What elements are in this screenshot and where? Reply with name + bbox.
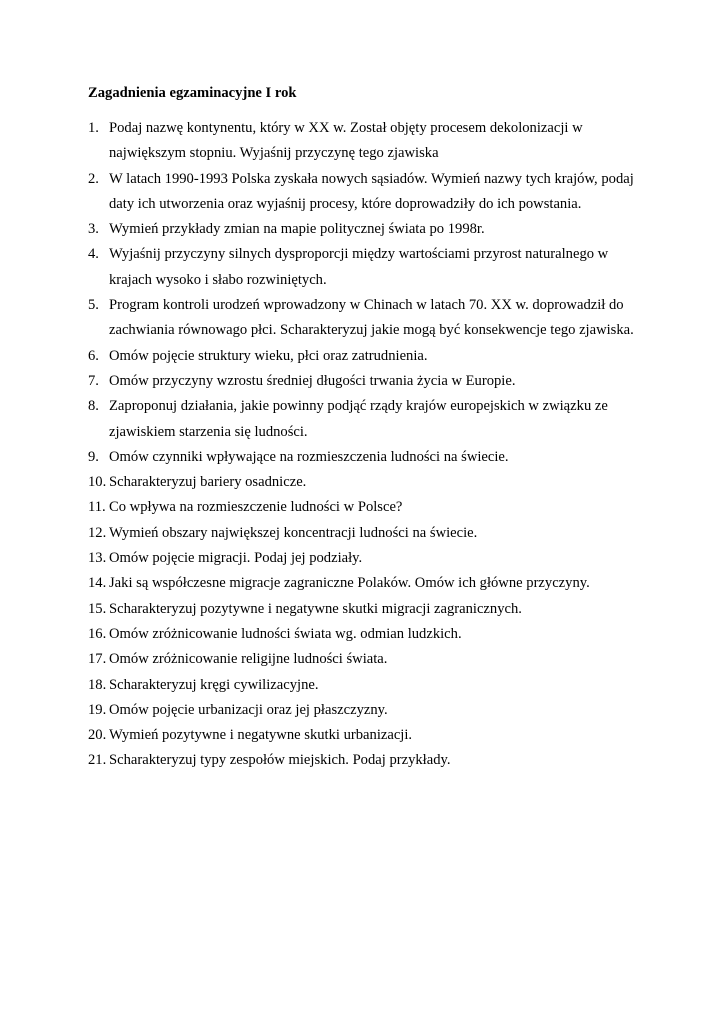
question-text-line: Scharakteryzuj kręgi cywilizacyjne. [109,676,319,693]
question-text-line: Scharakteryzuj typy zespołów miejskich. Podaj przykłady. [109,752,451,769]
exam-question-item [88,723,648,748]
question-text [109,470,648,495]
question-text [109,521,648,546]
question-text-line: W latach 1990-1993 Polska zyskała nowych sąsiadów. Wymień nazwy tych krajów, podaj [109,170,634,187]
question-text-line: Scharakteryzuj pozytywne i negatywne skutki migracji zagranicznych. [109,600,522,617]
exam-question-item [88,369,648,394]
exam-question-item [88,217,648,242]
exam-question-item [88,647,648,672]
exam-question-item [88,748,648,773]
exam-question-item [88,597,648,622]
question-number: 13. [88,550,107,567]
question-number: 20. [88,727,107,744]
question-text-line: Wymień obszary największej koncentracji ludności na świecie. [109,524,478,541]
question-number: 9. [88,448,99,465]
question-text-line: krajach wysoko i słabo rozwiniętych. [109,271,327,288]
question-text [109,723,648,748]
question-text-line: Program kontroli urodzeń wprowadzony w Chinach w latach 70. XX w. doprowadził do [109,297,624,314]
exam-question-item [88,622,648,647]
question-text [109,344,648,369]
question-number: 11. [88,499,106,516]
question-number: 21. [88,752,107,769]
exam-question-item [88,242,648,293]
question-number: 1. [88,120,99,136]
question-text-line: Omów pojęcie urbanizacji oraz jej płaszczyzny. [109,701,388,718]
question-text-line: Podaj nazwę kontynentu, który w XX w. Został objęty procesem dekolonizacji w [109,120,583,136]
exam-question-item [88,293,648,344]
exam-question-item [88,673,648,698]
question-text-line: Omów zróżnicowanie ludności świata wg. odmian ludzkich. [109,625,462,642]
question-text-line: Omów pojęcie struktury wieku, płci oraz zatrudnienia. [109,347,428,364]
question-text [109,546,648,571]
question-text [109,242,648,293]
exam-question-item [88,116,648,167]
exam-question-item [88,394,648,445]
document-title: Zagadnienia egzaminacyjne I rok [88,85,297,101]
question-text [109,597,648,622]
exam-question-item [88,445,648,470]
question-number: 4. [88,246,99,263]
question-text [109,495,648,520]
question-text-line: zachwiania równowago płci. Scharakteryzuj jakie mogą być konsekwencje tego zjawiska. [109,322,634,339]
question-text-line: Omów zróżnicowanie religijne ludności świata. [109,651,388,668]
question-text [109,622,648,647]
question-number: 18. [88,676,107,693]
question-text [109,394,648,445]
question-text-line: Wymień pozytywne i negatywne skutki urbanizacji. [109,727,413,744]
exam-question-item [88,571,648,596]
exam-question-list [88,116,648,774]
question-text-line: zjawiskiem starzenia się ludności. [109,423,308,440]
question-text [109,698,648,723]
question-text-line: Wymień przykłady zmian na mapie politycznej świata po 1998r. [109,221,485,238]
question-text-line: Wyjaśnij przyczyny silnych dysproporcji między wartościami przyrost naturalnego w [109,246,609,263]
question-number: 3. [88,221,99,238]
question-text [109,217,648,242]
question-number: 5. [88,297,99,314]
question-text [109,293,648,344]
question-number: 8. [88,398,99,415]
question-text [109,647,648,672]
question-number: 12. [88,524,107,541]
question-text [109,748,648,773]
question-number: 16. [88,625,107,642]
question-text [109,116,648,167]
question-number: 10. [88,474,107,491]
question-text-line: Omów przyczyny wzrostu średniej długości trwania życia w Europie. [109,372,516,389]
question-text-line: daty ich utworzenia oraz wyjaśnij procesy, które doprowadziły do ich powstania. [109,195,582,212]
question-text [109,673,648,698]
exam-question-item [88,470,648,495]
question-number: 15. [88,600,107,617]
exam-question-item [88,167,648,218]
question-text [109,571,648,596]
question-text [109,445,648,470]
question-text-line: Co wpływa na rozmieszczenie ludności w Polsce? [109,499,403,516]
question-text-line: Omów pojęcie migracji. Podaj jej podziały. [109,550,363,567]
question-text-line: Jaki są współczesne migracje zagraniczne Polaków. Omów ich główne przyczyny. [109,575,590,592]
question-text-line: największym stopniu. Wyjaśnij przyczynę tego zjawiska [109,145,439,162]
exam-question-item [88,698,648,723]
question-text [109,167,648,218]
question-number: 6. [88,347,99,364]
exam-question-item [88,521,648,546]
question-text-line: Scharakteryzuj bariery osadnicze. [109,474,307,491]
question-text-line: Omów czynniki wpływające na rozmieszczenia ludności na świecie. [109,448,509,465]
exam-question-item [88,344,648,369]
question-number: 19. [88,701,107,718]
exam-question-item [88,546,648,571]
question-text-line: Zaproponuj działania, jakie powinny podjąć rządy krajów europejskich w związku ze [109,398,608,415]
question-text [109,369,648,394]
question-number: 7. [88,372,99,389]
question-number: 14. [88,575,107,592]
question-number: 2. [88,170,99,187]
exam-question-item [88,495,648,520]
question-number: 17. [88,651,107,668]
